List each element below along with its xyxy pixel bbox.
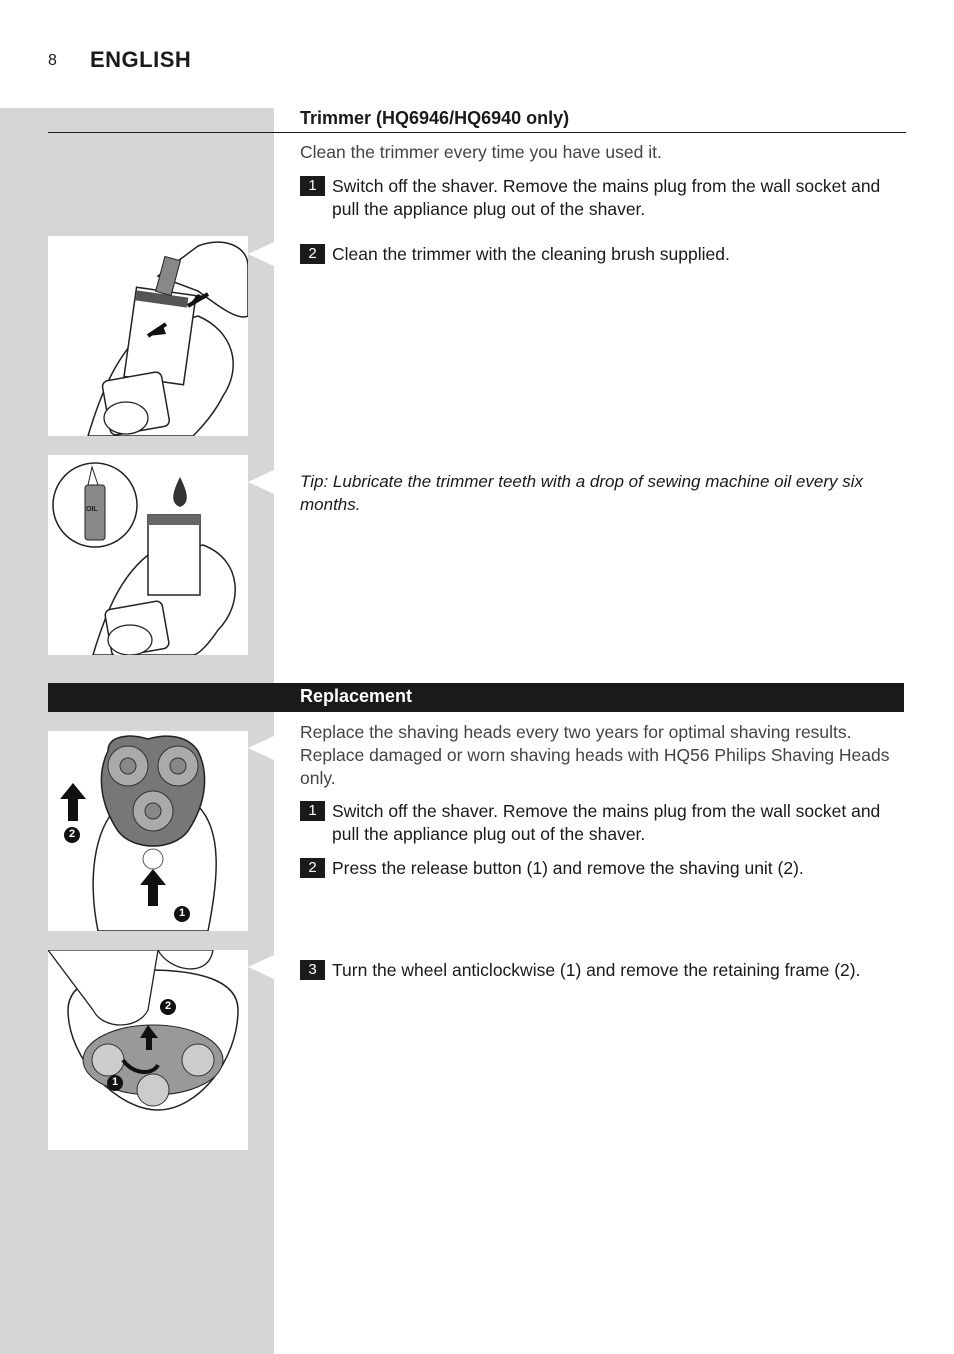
replacement-section-title: Replacement <box>300 686 413 706</box>
callout-1: 1 <box>112 1076 119 1088</box>
page-language-heading: ENGLISH <box>90 47 192 72</box>
replacement-header-bar <box>48 683 904 712</box>
trimmer-section-title: Trimmer (HQ6946/HQ6940 only) <box>300 108 570 128</box>
trimmer-step-2 <box>300 243 906 266</box>
figure-pointer <box>248 955 274 979</box>
figure-pointer <box>248 470 274 494</box>
replacement-intro: Replace the shaving heads every two years for optimal shaving results. Replace damaged or worn shaving heads with HQ56 Philips Shaving Heads only. <box>300 722 890 788</box>
trimmer-tip: Tip: Lubricate the trimmer teeth with a drop of sewing machine oil every six months. <box>300 472 863 514</box>
replacement-step-3 <box>300 959 906 982</box>
page-number: 8 <box>48 52 57 69</box>
figure-pointer <box>248 242 274 266</box>
figure-pointer <box>248 736 274 760</box>
section-divider <box>48 132 906 133</box>
step-text: Clean the trimmer with the cleaning brush supplied. <box>332 244 730 264</box>
step-text: Press the release button (1) and remove the shaving unit (2). <box>332 858 804 878</box>
step-number-badge: 3 <box>300 960 325 980</box>
step-number-badge: 2 <box>300 858 325 878</box>
step-number-badge: 1 <box>300 801 325 821</box>
step-number-badge: 2 <box>300 244 325 264</box>
step-text: Switch off the shaver. Remove the mains plug from the wall socket and pull the appliance plug out of the shaver. <box>332 801 881 844</box>
callout-1: 1 <box>179 907 186 919</box>
step-text: Switch off the shaver. Remove the mains plug from the wall socket and pull the appliance plug out of the shaver. <box>332 176 881 219</box>
replacement-step-2 <box>300 857 906 880</box>
trimmer-step-1 <box>300 175 906 221</box>
trimmer-oil-illustration <box>48 455 248 655</box>
replacement-step-1 <box>300 800 906 846</box>
callout-2: 2 <box>69 828 76 840</box>
figure-trimmer-cleaning-brush <box>48 236 248 436</box>
step-text: Turn the wheel anticlockwise (1) and remove the retaining frame (2). <box>332 960 861 980</box>
oil-bottle-label: OIL <box>86 506 98 513</box>
callout-2: 2 <box>165 1000 172 1012</box>
trimmer-intro: Clean the trimmer every time you have used it. <box>300 142 662 162</box>
trimmer-brush-illustration <box>48 236 248 436</box>
figure-remove-shaving-unit <box>48 731 248 931</box>
figure-retaining-frame <box>48 950 248 1150</box>
retaining-frame-illustration <box>48 950 248 1150</box>
step-number-badge: 1 <box>300 176 325 196</box>
figure-trimmer-oil <box>48 455 248 655</box>
shaving-unit-illustration <box>48 731 248 931</box>
